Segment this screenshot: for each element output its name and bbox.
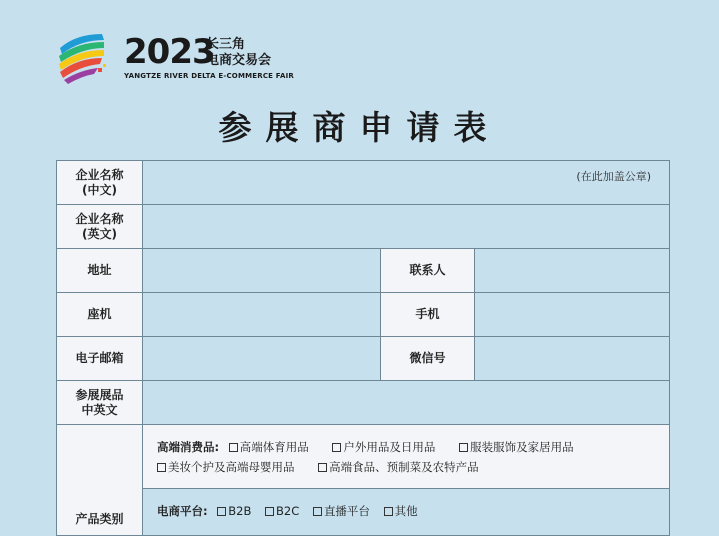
option-livestream[interactable]: 直播平台 bbox=[313, 501, 370, 521]
consumer-group-label: 高端消费品: bbox=[157, 440, 220, 454]
checkbox-icon[interactable] bbox=[384, 507, 393, 516]
logo-name-cn bbox=[206, 37, 271, 69]
checkbox-icon[interactable] bbox=[459, 443, 468, 452]
logo-year: 2023 bbox=[124, 32, 215, 72]
checkbox-icon[interactable] bbox=[229, 443, 238, 452]
option-other[interactable]: 其他 bbox=[384, 501, 418, 521]
page-title: 参展商申请表 bbox=[218, 108, 501, 147]
platform-group bbox=[143, 489, 669, 535]
row-address bbox=[57, 249, 669, 293]
checkbox-icon[interactable] bbox=[318, 463, 327, 472]
mobile-label: 手机 bbox=[381, 293, 475, 336]
platform-group-label: 电商平台: bbox=[157, 504, 208, 518]
row-landline bbox=[57, 293, 669, 337]
email-label: 电子邮箱 bbox=[57, 337, 143, 380]
option-outdoor[interactable]: 户外用品及日用品 bbox=[332, 437, 435, 457]
exhibits-label bbox=[57, 381, 143, 424]
wechat-field[interactable] bbox=[475, 337, 669, 380]
fair-logo bbox=[54, 28, 294, 88]
company-en-label-line1: 企业名称 bbox=[75, 211, 124, 226]
row-company-en bbox=[57, 205, 669, 249]
checkbox-icon[interactable] bbox=[313, 507, 322, 516]
option-b2b[interactable]: B2B bbox=[217, 501, 251, 521]
company-en-label-line2: (英文) bbox=[82, 226, 117, 241]
row-exhibits bbox=[57, 381, 669, 425]
option-apparel[interactable]: 服装服饰及家居用品 bbox=[459, 437, 574, 457]
stamp-note: (在此加盖公章) bbox=[576, 170, 651, 183]
exhibits-field[interactable] bbox=[143, 381, 669, 424]
logo-name-line1: 长三角 bbox=[206, 37, 246, 52]
exhibits-label-line1: 参展展品 bbox=[75, 387, 124, 402]
company-cn-field[interactable] bbox=[143, 161, 669, 204]
landline-label: 座机 bbox=[57, 293, 143, 336]
category-label: 产品类别 bbox=[57, 425, 143, 535]
contact-field[interactable] bbox=[475, 249, 669, 292]
option-b2c[interactable]: B2C bbox=[265, 501, 299, 521]
contact-label: 联系人 bbox=[381, 249, 475, 292]
company-cn-label bbox=[57, 161, 143, 204]
row-email bbox=[57, 337, 669, 381]
fair-emblem-icon bbox=[54, 28, 112, 86]
company-cn-label-line1: 企业名称 bbox=[75, 167, 124, 182]
company-cn-label-line2: (中文) bbox=[82, 182, 117, 197]
checkbox-icon[interactable] bbox=[157, 463, 166, 472]
address-label: 地址 bbox=[57, 249, 143, 292]
exhibits-label-line2: 中英文 bbox=[81, 402, 118, 417]
logo-name-line2: 电商交易会 bbox=[206, 53, 272, 68]
email-field[interactable] bbox=[143, 337, 381, 380]
landline-field[interactable] bbox=[143, 293, 381, 336]
wechat-label: 微信号 bbox=[381, 337, 475, 380]
address-field[interactable] bbox=[143, 249, 381, 292]
company-en-label bbox=[57, 205, 143, 248]
checkbox-icon[interactable] bbox=[265, 507, 274, 516]
mobile-field[interactable] bbox=[475, 293, 669, 336]
logo-name-en: YANGTZE RIVER DELTA E-COMMERCE FAIR bbox=[124, 72, 294, 80]
option-sports[interactable]: 高端体育用品 bbox=[229, 437, 309, 457]
consumer-goods-group bbox=[143, 425, 669, 489]
application-form bbox=[56, 160, 670, 536]
option-food[interactable]: 高端食品、预制菜及农特产品 bbox=[318, 457, 479, 477]
company-en-field[interactable] bbox=[143, 205, 669, 248]
option-beauty[interactable]: 美妆个护及高端母婴用品 bbox=[157, 457, 295, 477]
row-company-cn bbox=[57, 161, 669, 205]
checkbox-icon[interactable] bbox=[332, 443, 341, 452]
checkbox-icon[interactable] bbox=[217, 507, 226, 516]
